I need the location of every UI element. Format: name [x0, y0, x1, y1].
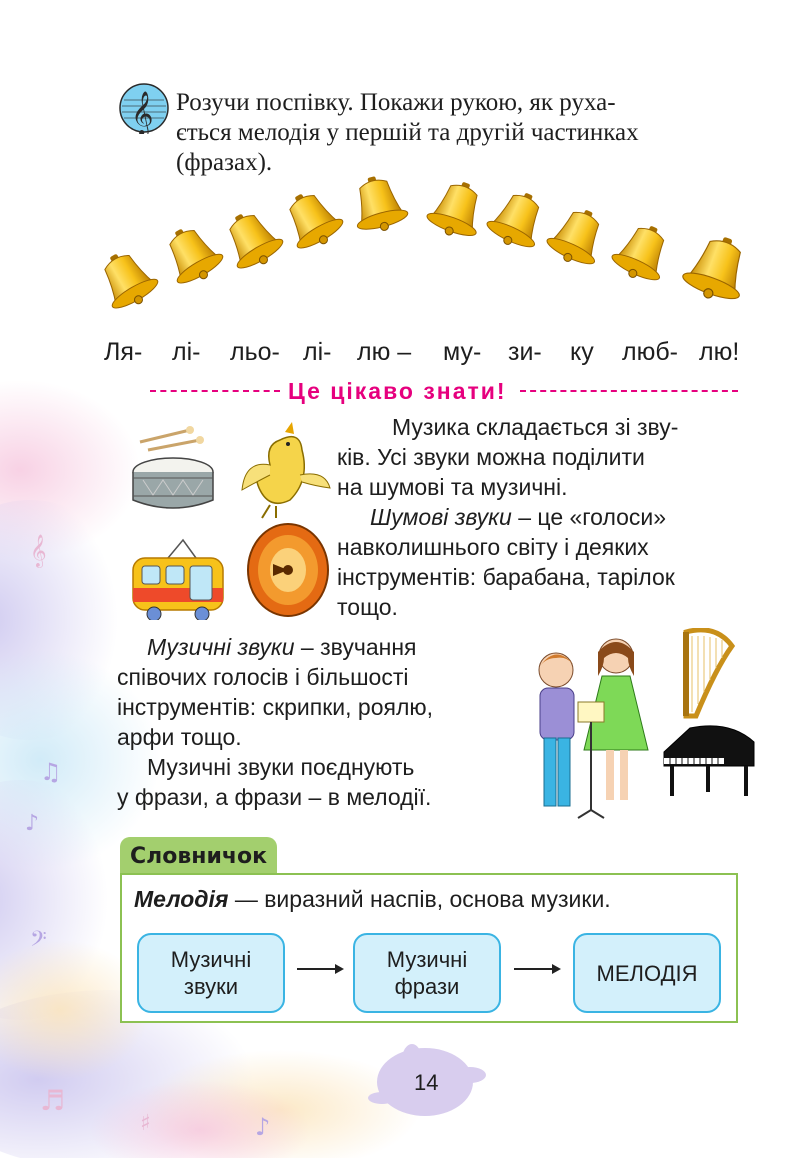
svg-text:𝄞: 𝄞 [30, 534, 47, 567]
illustrations-noise-sounds [128, 420, 338, 620]
song-syllable: льо- [230, 338, 280, 366]
singing-children-illustration [518, 630, 678, 820]
section-divider-right [520, 390, 738, 394]
svg-text:𝄞: 𝄞 [131, 91, 154, 134]
song-syllable: люб- [622, 338, 678, 366]
glossary-definition [134, 886, 611, 913]
svg-text:𝄢: 𝄢 [30, 927, 47, 957]
piano-icon [660, 722, 760, 802]
task-line-2: ється мелодія у першій та другій частинках [176, 119, 639, 146]
song-syllable: лі- [172, 338, 201, 366]
harp-icon [676, 628, 736, 720]
text-line: Музичні звуки поєднують [147, 754, 415, 780]
bell-icon [679, 228, 757, 308]
text-line: арфи тощо. [117, 724, 242, 750]
svg-text:♪: ♪ [25, 811, 40, 836]
arrow-right-icon [512, 963, 562, 975]
bell-icon [95, 243, 163, 317]
glossary-tab: Словничок [120, 837, 277, 875]
term-musical-sounds: Музичні звуки [147, 634, 295, 660]
bells-melody [95, 170, 765, 320]
arrow-right-icon [295, 963, 345, 975]
text-line: ків. Усі звуки можна поділити [337, 444, 645, 470]
bell-icon [215, 203, 288, 277]
page-number: 14 [414, 1070, 439, 1095]
text-line: у фрази, а фрази – в мелодії. [117, 784, 432, 810]
svg-text:♪: ♪ [255, 1113, 271, 1141]
text-line: – звучання [294, 634, 417, 660]
song-syllable: лі- [303, 338, 332, 366]
bell-icon [275, 183, 348, 257]
flow-line: фрази [394, 974, 460, 999]
bell-icon [346, 170, 410, 237]
section-divider-left [150, 390, 280, 394]
section-title: Це цікаво знати! [288, 378, 507, 404]
text-line: інструментів: скрипки, роялю, [117, 694, 434, 720]
text-line: – це «голоси» [511, 504, 667, 530]
text-line: на шумові та музичні. [337, 474, 568, 500]
task-line-3: (фразах). [176, 149, 273, 176]
flow-box-melody [573, 933, 721, 1013]
svg-text:♯: ♯ [140, 1111, 151, 1136]
flow-box-musical-phrases [353, 933, 501, 1013]
song-syllable: лю! [699, 338, 740, 366]
term-noise-sounds: Шумові звуки [370, 504, 512, 530]
svg-text:♫: ♫ [40, 758, 62, 786]
paragraph-music-intro [392, 412, 740, 442]
flow-line: Музичні [170, 947, 252, 972]
text-line: інструментів: барабана, тарілок [337, 564, 675, 590]
paragraph-musical-sounds [147, 632, 417, 662]
tram-icon [133, 540, 223, 620]
flow-line: Музичні [386, 947, 468, 972]
bell-icon [423, 174, 491, 243]
song-syllable: лю – [357, 338, 412, 366]
flow-box-musical-sounds [137, 933, 285, 1013]
treble-clef-icon [118, 82, 170, 134]
bell-icon [483, 183, 553, 255]
bell-icon [155, 218, 228, 292]
song-syllable: Ля- [104, 338, 143, 366]
bell-icon [608, 216, 678, 288]
flow-line: звуки [183, 974, 239, 999]
task-line-1: Розучи поспівку. Покажи рукою, як руха- [176, 89, 616, 116]
text-line: тощо. [337, 594, 398, 620]
text-line: Музика складається зі зву- [392, 414, 679, 440]
bell-icon [543, 200, 613, 272]
glossary-term: Мелодія [134, 886, 229, 912]
text-line: навколишнього світу і деяких [337, 534, 649, 560]
song-syllable: зи- [508, 338, 542, 366]
svg-text:♬: ♬ [40, 1084, 66, 1117]
text-line: співочих голосів і більшості [117, 664, 409, 690]
flow-line: МЕЛОДІЯ [596, 960, 698, 986]
song-syllable: му- [443, 338, 482, 366]
song-syllable: ку [570, 338, 594, 366]
task-instruction [176, 88, 746, 178]
paragraph-noise-sounds [370, 502, 666, 532]
drum-icon [133, 426, 213, 508]
bird-icon [242, 422, 330, 518]
glossary-definition-text: — виразний наспів, основа музики. [228, 886, 611, 912]
cymbal-icon [248, 524, 328, 616]
